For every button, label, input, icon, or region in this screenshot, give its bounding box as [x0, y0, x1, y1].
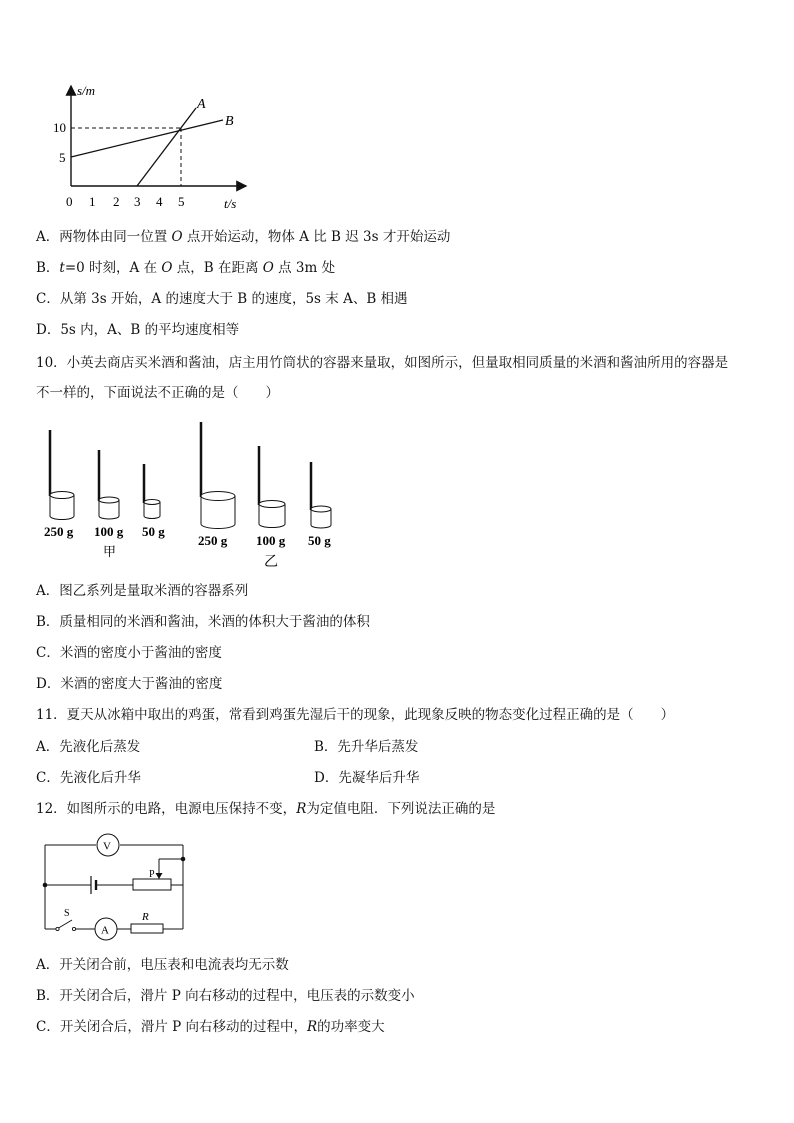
- jia-label-100g: 100 g: [94, 524, 124, 539]
- jia-label-250g: 250 g: [44, 524, 74, 539]
- yi-label-250g: 250 g: [198, 533, 228, 548]
- label-a: A: [197, 97, 206, 112]
- group-jia-name: 甲: [103, 544, 117, 559]
- q12-option-c: C．开关闭合后，滑片 P 向右移动的过程中，R的功率变大: [36, 1019, 385, 1035]
- rheostat-icon: [133, 879, 171, 890]
- q10-stem-line1: 10．小英去商店买米酒和酱油，店主用竹筒状的容器来量取，如图所示，但量取相同质量的米酒和酱油所用的容器是: [36, 355, 729, 371]
- q10-option-b: B．质量相同的米酒和酱油，米酒的体积大于酱油的体积: [36, 614, 370, 630]
- resistor-label: R: [142, 911, 149, 923]
- line-a: [137, 108, 196, 186]
- q9-option-d: D．5s 内，A、B 的平均速度相等: [36, 322, 240, 338]
- ammeter-icon: [95, 918, 117, 940]
- circuit-diagram: [36, 832, 196, 944]
- yi-label-50g: 50 g: [308, 533, 331, 548]
- line-b: [71, 120, 223, 157]
- container-jia-100g: [99, 450, 119, 519]
- container-jia-250g: [50, 430, 74, 520]
- q11-option-d: D．先凝华后升华: [314, 770, 420, 786]
- q11-option-c: C．先液化后升华: [36, 770, 141, 786]
- container-yi-50g: [311, 462, 331, 528]
- slider-arrowhead-icon: [156, 873, 163, 879]
- resistor-icon: [131, 924, 163, 933]
- voltmeter-icon: [97, 834, 119, 856]
- container-yi-250g: [201, 422, 235, 529]
- y-tick-5: 5: [59, 150, 66, 165]
- slider-label: P: [149, 869, 155, 880]
- group-yi-name: 乙: [264, 555, 278, 570]
- switch-icon: [45, 920, 76, 931]
- svg-text:A: A: [101, 924, 109, 937]
- q9-option-a: A．两物体由同一位置 O 点开始运动，物体 A 比 B 迟 3s 才开始运动: [36, 229, 451, 245]
- q9-option-b: B．t=0 时刻，A 在 O 点，B 在距离 O 点 3m 处: [36, 260, 336, 276]
- q11-option-b: B．先升华后蒸发: [314, 739, 419, 755]
- x-axis-label: t/s: [224, 196, 237, 211]
- q11-option-a: A．先液化后蒸发: [36, 739, 141, 755]
- x-tick-5: 5: [178, 194, 185, 209]
- q10-option-a: A．图乙系列是量取米酒的容器系列: [36, 583, 249, 599]
- q9-option-c: C．从第 3s 开始，A 的速度大于 B 的速度，5s 末 A、B 相遇: [36, 291, 408, 307]
- x-tick-3: 3: [134, 194, 141, 209]
- q12-stem: 12．如图所示的电路，电源电压保持不变，R为定值电阻．下列说法正确的是: [36, 801, 496, 817]
- battery-icon: [91, 876, 96, 894]
- label-b: B: [225, 114, 234, 129]
- q11-stem: 11．夏天从冰箱中取出的鸡蛋，常看到鸡蛋先湿后干的现象，此现象反映的物态变化过程正确的是（ ）: [36, 707, 675, 723]
- yi-label-100g: 100 g: [256, 533, 286, 548]
- container-figure: [38, 420, 348, 572]
- y-tick-10: 10: [53, 120, 66, 135]
- y-axis-label: s/m: [77, 83, 96, 98]
- svg-text:V: V: [103, 840, 111, 853]
- container-yi-100g: [259, 446, 285, 528]
- x-tick-1: 1: [89, 194, 96, 209]
- q10-option-d: D．米酒的密度大于酱油的密度: [36, 676, 223, 692]
- q12-option-b: B．开关闭合后，滑片 P 向右移动的过程中，电压表的示数变小: [36, 988, 415, 1004]
- switch-label: S: [64, 908, 70, 919]
- junction-dot-left: [43, 883, 48, 888]
- q10-stem-line2: 不一样的，下面说法不正确的是（ ）: [36, 385, 279, 401]
- junction-dot-right: [181, 857, 186, 862]
- container-jia-50g: [144, 464, 160, 519]
- jia-label-50g: 50 g: [142, 524, 165, 539]
- x-tick-2: 2: [113, 194, 120, 209]
- q10-option-c: C．米酒的密度小于酱油的密度: [36, 645, 222, 661]
- q12-option-a: A．开关闭合前，电压表和电流表均无示数: [36, 957, 289, 973]
- st-graph: [50, 80, 260, 212]
- x-tick-0: 0: [66, 194, 73, 209]
- x-tick-4: 4: [156, 194, 163, 209]
